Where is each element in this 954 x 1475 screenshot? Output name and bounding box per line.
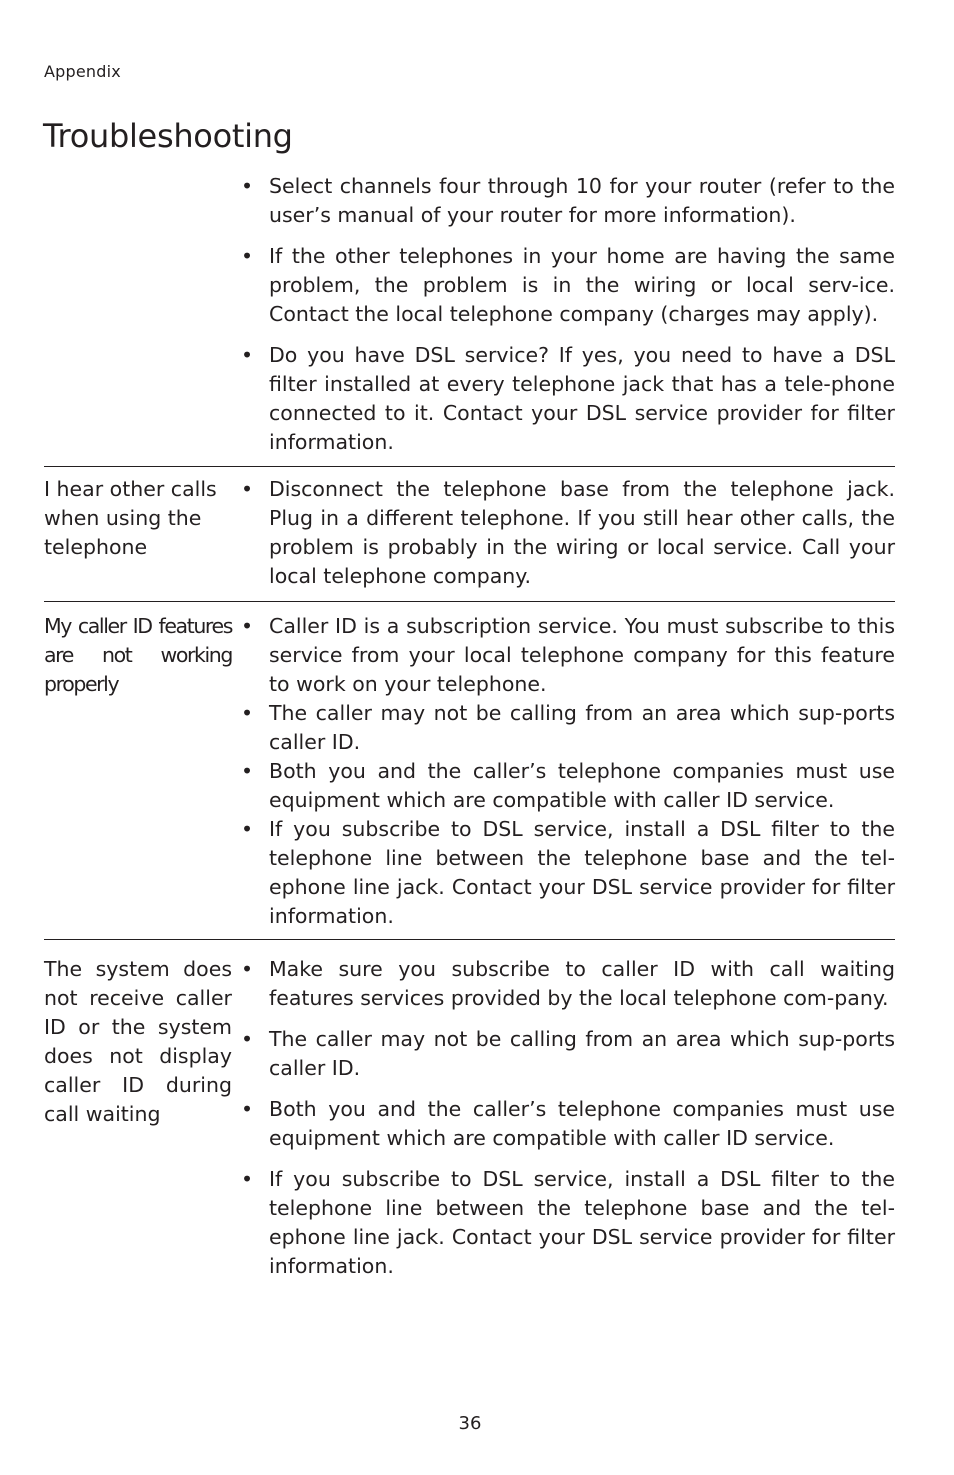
list-item <box>240 757 895 815</box>
solution-list <box>240 955 895 1281</box>
solution-text: Both you and the caller’s telephone companies must use equipment which are compatible with caller ID service. <box>269 759 895 812</box>
solution-text: If the other telephones in your home are having the same problem, the problem is in the wiring or local serv-ice. Contact the local telephone company (charges may apply). <box>269 244 895 326</box>
solution-text: Disconnect the telephone base from the telephone jack. Plug in a different telephone. If you still hear other calls, the problem is probably in the wiring or local service. Call your local telephone company. <box>269 477 895 588</box>
list-item <box>240 1095 895 1153</box>
solution-list <box>240 612 895 931</box>
bullet-icon: • <box>240 1167 254 1191</box>
bullet-icon: • <box>240 614 254 638</box>
table-row <box>44 172 895 466</box>
list-item <box>240 1025 895 1083</box>
list-item <box>240 815 895 931</box>
problem-cell <box>44 172 240 457</box>
table-row <box>44 601 895 939</box>
problem-cell: My caller ID features are not working properly <box>44 614 232 696</box>
list-item <box>240 242 895 329</box>
list-item <box>240 955 895 1013</box>
solution-text: Do you have DSL service? If yes, you need to have a DSL filter installed at every telephone jack that has a tele-phone connected to it. Contact your DSL service provider for filter information. <box>269 343 895 454</box>
solution-list <box>240 475 895 591</box>
page-title: Troubleshooting <box>43 117 293 155</box>
solution-text: Make sure you subscribe to caller ID with call waiting features services provided by the local telephone com-pany. <box>269 957 895 1010</box>
bullet-icon: • <box>240 957 254 981</box>
solution-text: Select channels four through 10 for your router (refer to the user’s manual of your router for more information). <box>269 174 895 227</box>
problem-cell: The system does not receive caller ID or the system does not display caller ID during call waiting <box>44 957 232 1126</box>
list-item <box>240 172 895 230</box>
solution-text: Caller ID is a subscription service. You must subscribe to this service from your local telephone company for this feature to work on your telephone. <box>269 614 895 696</box>
bullet-icon: • <box>240 701 254 725</box>
list-item <box>240 475 895 591</box>
list-item <box>240 1165 895 1281</box>
table-row <box>44 466 895 601</box>
list-item <box>240 341 895 457</box>
list-item <box>240 699 895 757</box>
solution-text: If you subscribe to DSL service, install a DSL filter to the telephone line between the telephone base and the tel-ephone line jack. Contact your DSL service provider for filter information. <box>269 1167 895 1278</box>
bullet-icon: • <box>240 477 254 501</box>
bullet-icon: • <box>240 759 254 783</box>
solution-text: Both you and the caller’s telephone companies must use equipment which are compatible with caller ID service. <box>269 1097 895 1150</box>
bullet-icon: • <box>240 244 254 268</box>
section-label: Appendix <box>44 62 121 81</box>
troubleshooting-table <box>44 172 895 1281</box>
problem-cell: I hear other calls when using the telephone <box>44 477 217 559</box>
bullet-icon: • <box>240 174 254 198</box>
solution-text: If you subscribe to DSL service, install a DSL filter to the telephone line between the telephone base and the tel-ephone line jack. Contact your DSL service provider for filter information. <box>269 817 895 928</box>
solution-text: The caller may not be calling from an area which sup-ports caller ID. <box>269 1027 895 1080</box>
solution-list <box>240 172 895 457</box>
bullet-icon: • <box>240 1027 254 1051</box>
bullet-icon: • <box>240 343 254 367</box>
solution-text: The caller may not be calling from an area which sup-ports caller ID. <box>269 701 895 754</box>
list-item <box>240 612 895 699</box>
table-row <box>44 939 895 1281</box>
page-number: 36 <box>458 1413 482 1434</box>
bullet-icon: • <box>240 817 254 841</box>
bullet-icon: • <box>240 1097 254 1121</box>
